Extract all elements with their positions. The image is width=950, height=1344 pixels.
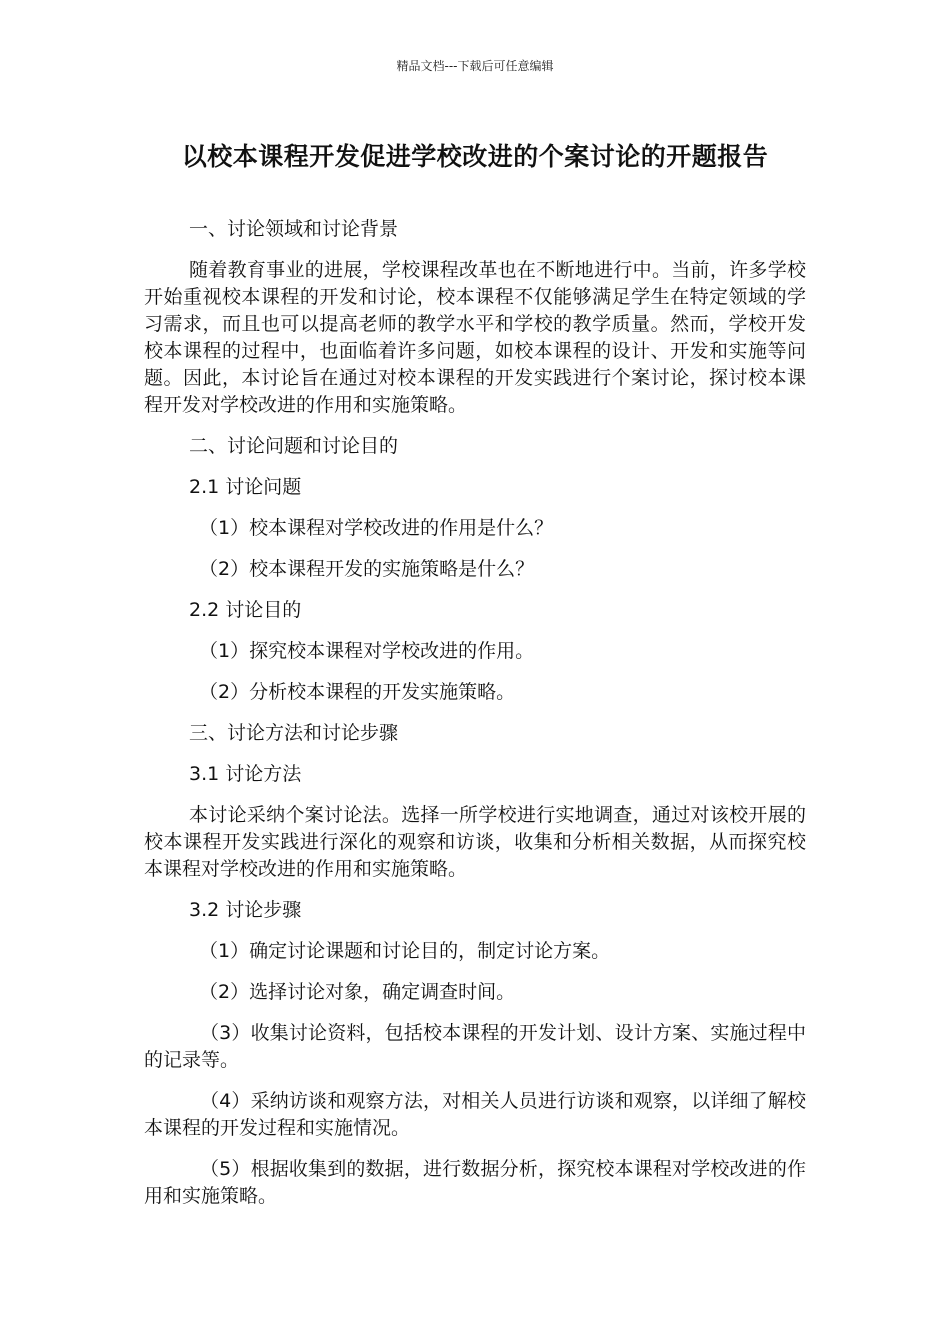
section-heading-1: 一、讨论领域和讨论背景 [189,218,399,240]
subsection-heading-3-2: 3.2 讨论步骤 [189,899,302,921]
section-heading-2: 二、讨论问题和讨论目的 [189,435,399,457]
document-body [144,216,806,1224]
list-item: （2）校本课程开发的实施策略是什么？ [199,558,535,580]
list-item: （1）确定讨论课题和讨论目的，制定讨论方案。 [199,940,611,962]
subsection-heading-2-1: 2.1 讨论问题 [189,476,302,498]
list-item: （1）校本课程对学校改进的作用是什么？ [199,517,554,539]
section-heading-3: 三、讨论方法和讨论步骤 [189,722,399,744]
list-item: （2）分析校本课程的开发实施策略。 [199,681,516,703]
method-paragraph: 本讨论采纳个案讨论法。选择一所学校进行实地调查，通过对该校开展的校本课程开发实践进行深化的观察和访谈，收集和分析相关数据，从而探究校本课程对学校改进的作用和实施策略。 [144,804,806,880]
subsection-heading-2-2: 2.2 讨论目的 [189,599,302,621]
list-item: （4）采纳访谈和观察方法，对相关人员进行访谈和观察，以详细了解校本课程的开发过程和实施情况。 [144,1090,806,1139]
subsection-heading-3-1: 3.1 讨论方法 [189,763,302,785]
document-title: 以校本课程开发促进学校改进的个案讨论的开题报告 [181,142,769,171]
list-item: （3）收集讨论资料，包括校本课程的开发计划、设计方案、实施过程中的记录等。 [144,1022,806,1071]
page-header: 精品文档---下载后可任意编辑 [396,59,554,73]
list-item: （5）根据收集到的数据，进行数据分析，探究校本课程对学校改进的作用和实施策略。 [144,1158,806,1207]
list-item: （1）探究校本课程对学校改进的作用。 [199,640,535,662]
list-item: （2）选择讨论对象，确定调查时间。 [199,981,516,1003]
background-paragraph: 随着教育事业的进展，学校课程改革也在不断地进行中。当前，许多学校开始重视校本课程的开发和讨论，校本课程不仅能够满足学生在特定领域的学习需求，而且也可以提高老师的教学水平和学校的教学质量。然而，学校开发校本课程的过程中，也面临着许多问题，如校本课程的设计、开发和实施等问题。因此，本讨论旨在通过对校本课程的开发实践进行个案讨论，探讨校本课程开发对学校改进的作用和实施策略。 [144,259,806,416]
